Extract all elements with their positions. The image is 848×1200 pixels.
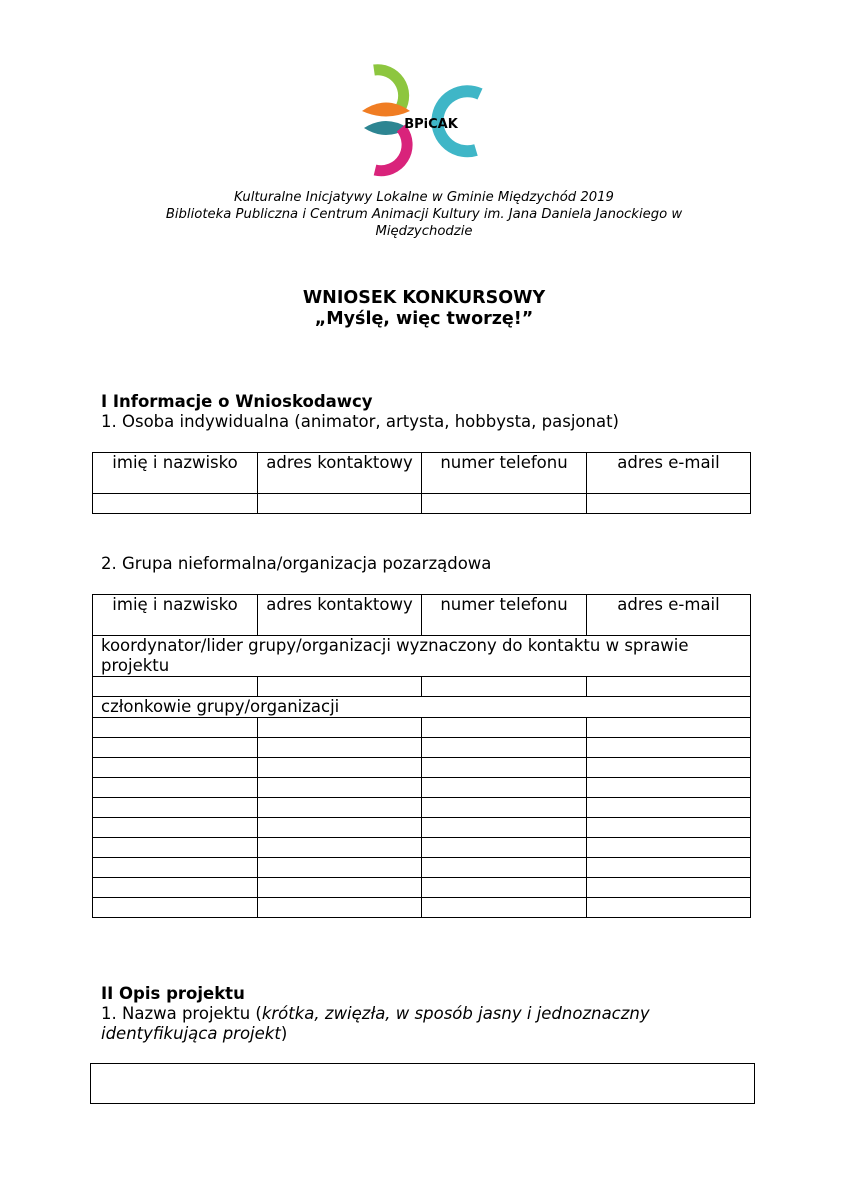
table-row[interactable] [93,718,751,738]
phone-cell[interactable] [422,494,587,514]
document-header [100,189,748,240]
coordinator-label: koordynator/lider grupy/organizacji wyznaczony do kontaktu w sprawie projektu [93,636,751,677]
address-cell[interactable] [258,838,422,858]
email-cell[interactable] [587,798,751,818]
address-cell[interactable] [258,738,422,758]
email-cell[interactable] [587,718,751,738]
table-row[interactable] [93,858,751,878]
address-cell[interactable] [258,878,422,898]
phone-cell[interactable] [422,818,587,838]
phone-cell[interactable] [422,778,587,798]
table-header-row [93,453,751,494]
header-line-1: Kulturalne Inicjatywy Lokalne w Gminie Międzychód 2019 [234,190,614,205]
name-cell[interactable] [93,878,258,898]
email-cell[interactable] [587,738,751,758]
name-cell[interactable] [93,738,258,758]
members-label-row [93,697,751,718]
group-applicant-table [92,594,751,918]
email-cell[interactable] [587,858,751,878]
email-cell[interactable] [587,494,751,514]
name-cell[interactable] [93,778,258,798]
table-row[interactable] [93,778,751,798]
address-cell[interactable] [258,677,422,697]
title-main: WNIOSEK KONKURSOWY [302,288,546,308]
coordinator-label-row [93,636,751,677]
table-row[interactable] [93,838,751,858]
col-address: adres kontaktowy [258,453,422,494]
name-cell[interactable] [93,898,258,918]
email-cell[interactable] [587,878,751,898]
phone-cell[interactable] [422,758,587,778]
name-cell[interactable] [93,758,258,778]
section-1-item-1: 1. Osoba indywidualna (animator, artysta, hobbysta, pasjonat) [101,412,619,431]
table-row[interactable] [93,758,751,778]
table-row[interactable] [93,798,751,818]
address-cell[interactable] [258,494,422,514]
phone-cell[interactable] [422,738,587,758]
project-name-field[interactable] [90,1063,755,1104]
table-row[interactable] [93,818,751,838]
email-cell[interactable] [587,838,751,858]
item-italic-description: krótka, zwięzła, w sposób jasny i jednoznaczny identyfikująca projekt [101,1004,650,1043]
address-cell[interactable] [258,718,422,738]
table-row[interactable] [93,878,751,898]
phone-cell[interactable] [422,677,587,697]
bpicak-logo [358,62,490,178]
email-cell[interactable] [587,818,751,838]
col-name: imię i nazwisko [93,453,258,494]
col-email: adres e-mail [587,453,751,494]
phone-cell[interactable] [422,798,587,818]
address-cell[interactable] [258,858,422,878]
name-cell[interactable] [93,838,258,858]
title-sub: „Myślę, więc tworzę!” [314,309,534,329]
logo-text: BPiCAK [404,117,458,132]
address-cell[interactable] [258,778,422,798]
header-line-3: Międzychodzie [375,224,473,239]
phone-cell[interactable] [422,898,587,918]
name-cell[interactable] [93,494,258,514]
item-suffix: ) [280,1024,288,1043]
name-cell[interactable] [93,858,258,878]
table-row[interactable] [93,738,751,758]
col-phone: numer telefonu [422,595,587,636]
col-phone: numer telefonu [422,453,587,494]
section-2-heading: II Opis projektu [101,984,245,1003]
name-cell[interactable] [93,818,258,838]
individual-applicant-table [92,452,751,514]
address-cell[interactable] [258,758,422,778]
section-1-heading: I Informacje o Wnioskodawcy [101,392,373,411]
section-1-item-2: 2. Grupa nieformalna/organizacja pozarządowa [101,554,492,573]
email-cell[interactable] [587,898,751,918]
section-2-item-1 [101,1004,701,1044]
table-row[interactable] [93,898,751,918]
email-cell[interactable] [587,778,751,798]
phone-cell[interactable] [422,858,587,878]
table-header-row [93,595,751,636]
name-cell[interactable] [93,677,258,697]
name-cell[interactable] [93,798,258,818]
table-row[interactable] [93,677,751,697]
address-cell[interactable] [258,798,422,818]
document-title [100,288,748,330]
col-email: adres e-mail [587,595,751,636]
address-cell[interactable] [258,898,422,918]
header-line-2: Biblioteka Publiczna i Centrum Animacji Kultury im. Jana Daniela Janockiego w [165,207,683,222]
phone-cell[interactable] [422,838,587,858]
address-cell[interactable] [258,818,422,838]
name-cell[interactable] [93,718,258,738]
phone-cell[interactable] [422,878,587,898]
email-cell[interactable] [587,677,751,697]
phone-cell[interactable] [422,718,587,738]
table-row[interactable] [93,494,751,514]
email-cell[interactable] [587,758,751,778]
col-address: adres kontaktowy [258,595,422,636]
col-name: imię i nazwisko [93,595,258,636]
members-label: członkowie grupy/organizacji [93,697,751,718]
item-prefix: 1. Nazwa projektu ( [101,1004,262,1023]
